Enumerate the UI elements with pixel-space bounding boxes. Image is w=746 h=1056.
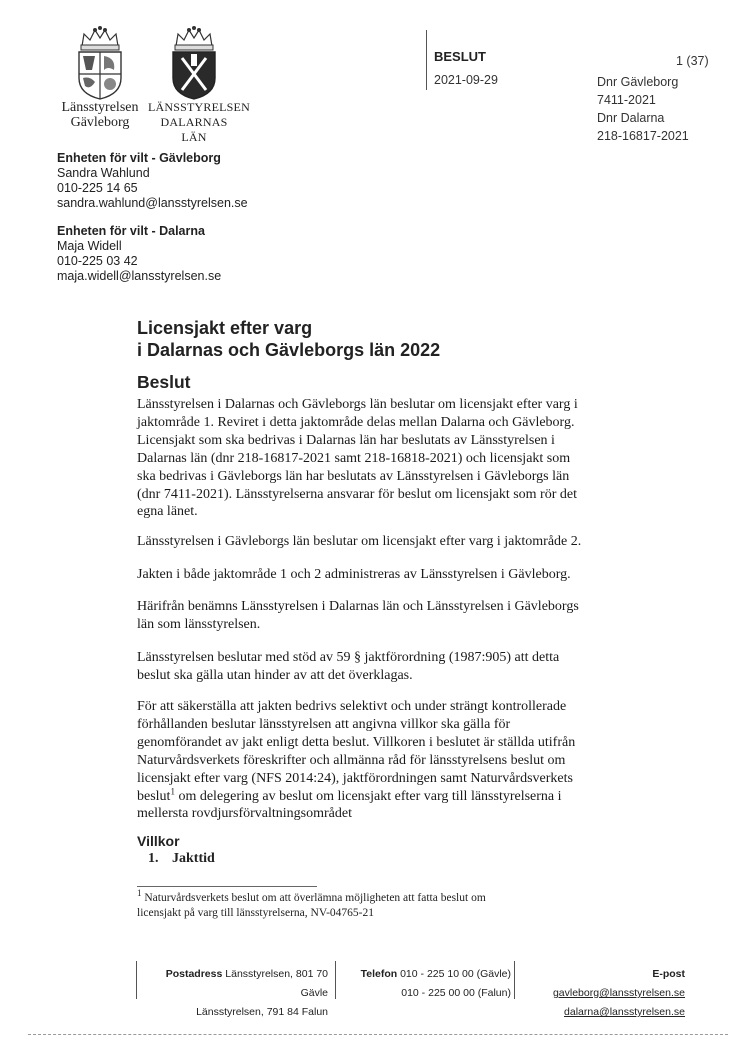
footer-phone-value: 010 - 225 10 00 (Gävle) bbox=[400, 968, 511, 980]
footer-email-label: E-post bbox=[652, 968, 685, 980]
dalarna-coat-of-arms-icon bbox=[166, 26, 222, 100]
doc-date: 2021-09-29 bbox=[434, 73, 498, 87]
dnr-line: Dnr Gävleborg bbox=[597, 75, 679, 89]
paragraph-line: län som länsstyrelsen. bbox=[137, 616, 261, 632]
paragraph-line: Länsstyrelsen i Dalarnas och Gävleborgs län beslutar om licensjakt efter varg i bbox=[137, 397, 578, 412]
paragraph bbox=[137, 649, 617, 685]
villkor-item bbox=[148, 851, 215, 867]
footer-postal-value: Länsstyrelsen, 801 70 Gävle bbox=[225, 968, 328, 999]
paragraph-line: Härifrån benämns Länsstyrelsen i Dalarnas län och Länsstyrelsen i Gävleborgs bbox=[137, 599, 579, 614]
contact-phone: 010-225 14 65 bbox=[57, 181, 138, 195]
scan-edge-line bbox=[28, 1034, 728, 1035]
contact-email: sandra.wahlund@lansstyrelsen.se bbox=[57, 196, 248, 210]
paragraph-line: jaktområde 1. Reviret i detta jaktområde delas mellan Dalarna och Gävleborg. bbox=[137, 414, 575, 430]
contact-name: Maja Widell bbox=[57, 239, 122, 253]
dalarna-logo-line2: DALARNAS LÄN bbox=[160, 115, 228, 144]
paragraph-line: Jakten i både jaktområde 1 och 2 administreras av Länsstyrelsen i Gävleborg. bbox=[137, 567, 571, 582]
footer-postal bbox=[142, 965, 328, 1022]
paragraph-line: Länsstyrelsen beslutar med stöd av 59 § jaktförordning (1987:905) att detta bbox=[137, 650, 560, 665]
title-line: Licensjakt efter varg bbox=[137, 318, 313, 338]
footer-divider bbox=[514, 961, 515, 999]
gavleborg-logo bbox=[58, 26, 142, 134]
paragraph-line bbox=[137, 785, 617, 806]
footnote-rule bbox=[137, 886, 317, 887]
footnote-reference[interactable]: 1 bbox=[170, 785, 175, 796]
footer-postal-line bbox=[142, 965, 328, 1003]
footer-divider bbox=[136, 961, 137, 999]
footer-email-line bbox=[520, 965, 685, 1003]
dnr-block bbox=[597, 73, 689, 145]
dalarna-logo bbox=[148, 26, 250, 144]
paragraph-line: Licensjakt som ska bedrivas i Dalarnas län har beslutats av Länsstyrelsen i bbox=[137, 432, 555, 448]
villkor-item-number: 1. bbox=[148, 851, 159, 866]
doc-type: BESLUT bbox=[434, 49, 486, 64]
footer-postal-line: Länsstyrelsen, 791 84 Falun bbox=[196, 1006, 328, 1018]
footnote-line bbox=[137, 888, 486, 906]
paragraph bbox=[137, 533, 617, 551]
contact-unit: Enheten för vilt - Dalarna bbox=[57, 224, 205, 238]
paragraph-line: genomförandet av jakt enligt detta beslut. Villkoren i beslutet är ställda utifrån bbox=[137, 734, 576, 750]
header-divider bbox=[426, 30, 427, 90]
footer-postal-label: Postadress bbox=[165, 968, 223, 980]
footer-email-link[interactable]: gavleborg@lansstyrelsen.se bbox=[552, 987, 685, 999]
page-number: 1 (37) bbox=[676, 54, 709, 68]
gavleborg-coat-of-arms-icon bbox=[70, 26, 130, 100]
paragraph-line: förhållanden beslutar länsstyrelsen att angivna villkor ska gälla för bbox=[137, 716, 511, 732]
paragraph-line: Naturvårdsverkets föreskrifter och allmänna råd för länsstyrelsens beslut om bbox=[137, 752, 566, 768]
gavleborg-logo-line1: Länsstyrelsen bbox=[61, 100, 139, 115]
paragraph-line: Dalarnas län (dnr 218-16817-2021 samt 218-16818-2021) och licensjakt som bbox=[137, 450, 571, 466]
dnr-line: 218-16817-2021 bbox=[597, 129, 689, 143]
gavleborg-logo-line2: Gävleborg bbox=[70, 115, 130, 130]
villkor-heading: Villkor bbox=[137, 833, 180, 849]
dalarna-logo-line1: LÄNSSTYRELSEN bbox=[148, 100, 250, 114]
paragraph bbox=[137, 396, 617, 521]
contact-gavleborg bbox=[57, 151, 248, 211]
footnote bbox=[137, 888, 486, 921]
title-line: i Dalarnas och Gävleborgs län 2022 bbox=[137, 340, 441, 360]
footnote-line: licensjakt på varg till länsstyrelserna, NV-04765-21 bbox=[137, 907, 374, 919]
section-heading: Beslut bbox=[137, 372, 191, 392]
contact-unit: Enheten för vilt - Gävleborg bbox=[57, 151, 221, 165]
paragraph-line: ska bedrivas i Gävleborgs län har beslutats av Länsstyrelsen i Gävleborgs län bbox=[137, 468, 570, 484]
contact-email: maja.widell@lansstyrelsen.se bbox=[57, 269, 222, 283]
footer-phone-line: 010 - 225 00 00 (Falun) bbox=[401, 987, 511, 999]
dnr-line: Dnr Dalarna bbox=[597, 111, 665, 125]
document-title bbox=[137, 317, 440, 361]
contact-name: Sandra Wahlund bbox=[57, 166, 150, 180]
footer-email-line bbox=[520, 1003, 685, 1022]
paragraph-line: mellersta rovdjursförvaltningsområdet bbox=[137, 806, 352, 822]
paragraph-line: (dnr 7411-2021). Länsstyrelserna ansvarar för beslut om licensjakt som rör det bbox=[137, 486, 577, 502]
paragraph bbox=[137, 598, 617, 634]
paragraph-line: För att säkerställa att jakten bedrivs selektivt och under strängt kontrollerade bbox=[137, 699, 567, 714]
footer-email-link[interactable]: dalarna@lansstyrelsen.se bbox=[564, 1006, 685, 1018]
contact-phone: 010-225 03 42 bbox=[57, 254, 138, 268]
paragraph-text: om delegering av beslut om licensjakt efter varg till länsstyrelserna i bbox=[174, 788, 562, 804]
footnote-text: Naturvårdsverkets beslut om att överlämna möjligheten att fatta beslut om bbox=[144, 892, 486, 904]
paragraph-line: beslut ska gälla utan hinder av att det överklagas. bbox=[137, 667, 413, 683]
paragraph bbox=[137, 698, 617, 823]
paragraph-line: Länsstyrelsen i Gävleborgs län beslutar om licensjakt efter varg i jaktområde 2. bbox=[137, 534, 582, 549]
paragraph-line: licensjakt efter varg (NFS 2014:24), jaktförordningen samt Naturvårdsverkets bbox=[137, 770, 573, 786]
footer-divider bbox=[335, 961, 336, 999]
contact-dalarna bbox=[57, 224, 221, 284]
footer-email bbox=[520, 965, 685, 1022]
footer-phone bbox=[341, 965, 511, 1003]
footer-phone-label: Telefon bbox=[360, 968, 398, 980]
paragraph-text: beslut bbox=[137, 788, 171, 804]
villkor-item-label: Jakttid bbox=[172, 851, 215, 866]
footnote-marker: 1 bbox=[137, 888, 142, 899]
paragraph bbox=[137, 566, 617, 584]
footer-phone-line bbox=[341, 965, 511, 984]
dnr-line: 7411-2021 bbox=[597, 93, 656, 107]
paragraph-line: egna länet. bbox=[137, 504, 198, 520]
